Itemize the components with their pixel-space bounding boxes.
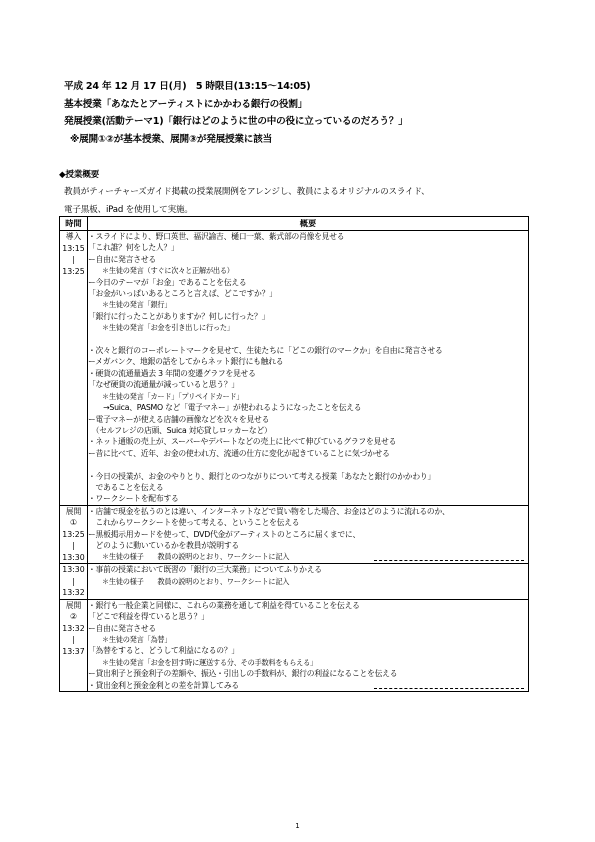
- summary-line: ー自由に発言させる: [88, 254, 156, 264]
- summary-line: ー今日のテーマが「お金」であることを伝える: [88, 277, 247, 287]
- summary-line-blank: [88, 334, 528, 345]
- summary-cell: [88, 564, 529, 600]
- summary-line: ・ネット通販の売上が、スーパーやデパートなどの売上に比べて伸びているグラフを見せる: [88, 437, 397, 447]
- time-text: |: [72, 255, 75, 264]
- summary-line: ＊生徒の発言「お金を回す時に運送する分、その手数料をもらえる」: [88, 657, 317, 667]
- header-note: ※展開①②が基本授業、展開③が発展授業に該当: [70, 134, 272, 145]
- summary-line: ー貸出利子と預金利子の差額や、振込・引出しの手数料が、銀行の利益になることを伝える: [88, 669, 398, 679]
- header-date-line: 平成 24 年 12 月 17 日(月) 5 時限目(13:15～14:05): [64, 81, 311, 92]
- table-row: [60, 564, 529, 600]
- time-text: 13:32: [62, 588, 85, 598]
- time-text: |: [72, 541, 75, 551]
- time-text: 13:15: [62, 243, 85, 253]
- overview-text-2: 電子黒板、iPad を使用して実施。: [64, 205, 193, 215]
- summary-line: 「お金がいっぱいあるところと言えば、どこですか？」: [88, 289, 277, 299]
- summary-line-blank: [88, 459, 528, 470]
- summary-line: ー電子マネーが使える店舗の画像などを次々を見せる: [88, 414, 270, 424]
- summary-line: →Suica、PASMO など「電子マネー」が使われるようになったことを伝える: [88, 403, 362, 413]
- summary-line: 「銀行に行ったことがありますか？何しに行った？」: [88, 311, 270, 321]
- summary-line: ・次々と銀行のコーポレートマークを見せて、生徒たちに「どこの銀行のマークか」を自由に発言させる: [88, 346, 443, 356]
- overview-heading: ◆授業概要: [59, 170, 99, 180]
- summary-line: ・店舗で現金を払うのとは違い、インターネットなどで買い物をした場合、お金はどのように流れるのか、: [88, 506, 450, 516]
- summary-line: ー自由に発言させる: [88, 623, 156, 633]
- time-cell: [60, 564, 88, 600]
- summary-line: ・硬貨の流通量過去 3 年間の変遷グラフを見せる: [88, 368, 256, 378]
- time-text: 13:25: [62, 266, 85, 276]
- overview-text-1: 教員がティーチャーズガイド掲載の授業展開例をアレンジし、教員によるオリジナルのスライド、: [64, 187, 430, 197]
- summary-cell: [88, 231, 529, 506]
- time-text: |: [72, 576, 75, 586]
- summary-line: ・事前の授業において既習の「銀行の三大業務」についてふりかえる: [88, 565, 322, 575]
- summary-line: ＊生徒の発言（すぐに次々と正解が出る）: [88, 266, 234, 276]
- summary-line: 「どこで利益を得ていると思う？」: [88, 612, 209, 622]
- summary-line: 「これ誰？何をした人？」: [88, 243, 179, 253]
- time-text: 13:32: [62, 623, 85, 633]
- column-header-time: 時間: [60, 217, 88, 231]
- summary-cell: [88, 599, 529, 691]
- time-text: 13:30: [62, 565, 85, 575]
- summary-line: どのように動いているかを教員が説明する: [88, 540, 239, 550]
- time-text: 展開: [65, 600, 82, 610]
- time-text: ②: [70, 612, 77, 622]
- time-cell: [60, 505, 88, 564]
- summary-line: 「為替をすると、どうして利益になるの？」: [88, 646, 239, 656]
- summary-cell: [88, 505, 529, 564]
- summary-line: ・銀行も一般企業と同様に、これらの業務を通して利益を得ていることを伝える: [88, 600, 360, 610]
- time-text: 13:25: [62, 529, 85, 539]
- summary-line: ・今日の授業が、お金のやりとり、銀行とのつながりについて考える授業「あなたと銀行のかかわり」: [88, 471, 435, 481]
- time-text: 13:37: [62, 646, 85, 656]
- time-text: ①: [70, 518, 77, 528]
- time-text: |: [72, 635, 75, 645]
- summary-line: ー黒板掲示用カードを使って、DVD代金がアーティストのところに届くまでに、: [88, 529, 361, 539]
- time-text: 13:30: [62, 552, 85, 562]
- summary-line: ＊生徒の様子 教員の説明のとおり、ワークシートに記入: [88, 576, 290, 586]
- lesson-table: [59, 216, 529, 692]
- time-cell: [60, 599, 88, 691]
- table-row: [60, 599, 529, 691]
- summary-line: であることを伝える: [88, 482, 164, 492]
- page-number: 1: [295, 822, 300, 830]
- summary-line: ＊生徒の発言「銀行」: [88, 300, 172, 310]
- summary-line: （セルフレジの店頭、Suica 対応貸しロッカーなど）: [88, 425, 272, 435]
- summary-line: ・スライドにより、野口英世、福沢諭吉、樋口一葉、紫式部の肖像を見せる: [88, 232, 345, 241]
- table-header-row: [60, 217, 529, 231]
- header-basic-lesson: 基本授業「あなたとアーティストにかかわる銀行の役割」: [64, 99, 308, 110]
- summary-line: ＊生徒の発言「お金を引き出しに行った」: [88, 323, 234, 333]
- summary-line: ーメガバンク、地銀の話をしてからネット銀行にも触れる: [88, 357, 284, 367]
- table-row: [60, 505, 529, 564]
- table-row: [60, 231, 529, 506]
- summary-line: ー昔に比べて、近年、お金の使われ方、流通の仕方に変化が起きていることに気づかせる: [88, 448, 390, 458]
- header-advanced-lesson: 発展授業(活動テーマ1)「銀行はどのように世の中の役に立っているのだろう？」: [64, 116, 408, 127]
- summary-line: 「なぜ硬貨の流通量が減っていると思う？」: [88, 380, 239, 390]
- summary-line: ・貸出金利と預金金利との差を計算してみる: [88, 680, 528, 691]
- time-cell: [60, 231, 88, 506]
- summary-line: これからワークシートを使って考える、ということを伝える: [88, 518, 300, 528]
- summary-line: ・ワークシートを配布する: [88, 494, 179, 504]
- summary-line: ＊生徒の発言「カード」「プリペイドカード」: [88, 391, 244, 401]
- time-text: 展開: [65, 506, 82, 516]
- time-text: 導入: [65, 232, 82, 241]
- summary-line: ＊生徒の様子 教員の説明のとおり、ワークシートに記入: [88, 551, 528, 562]
- summary-line: ＊生徒の発言「為替」: [88, 634, 172, 644]
- column-header-summary: 概要: [88, 217, 529, 231]
